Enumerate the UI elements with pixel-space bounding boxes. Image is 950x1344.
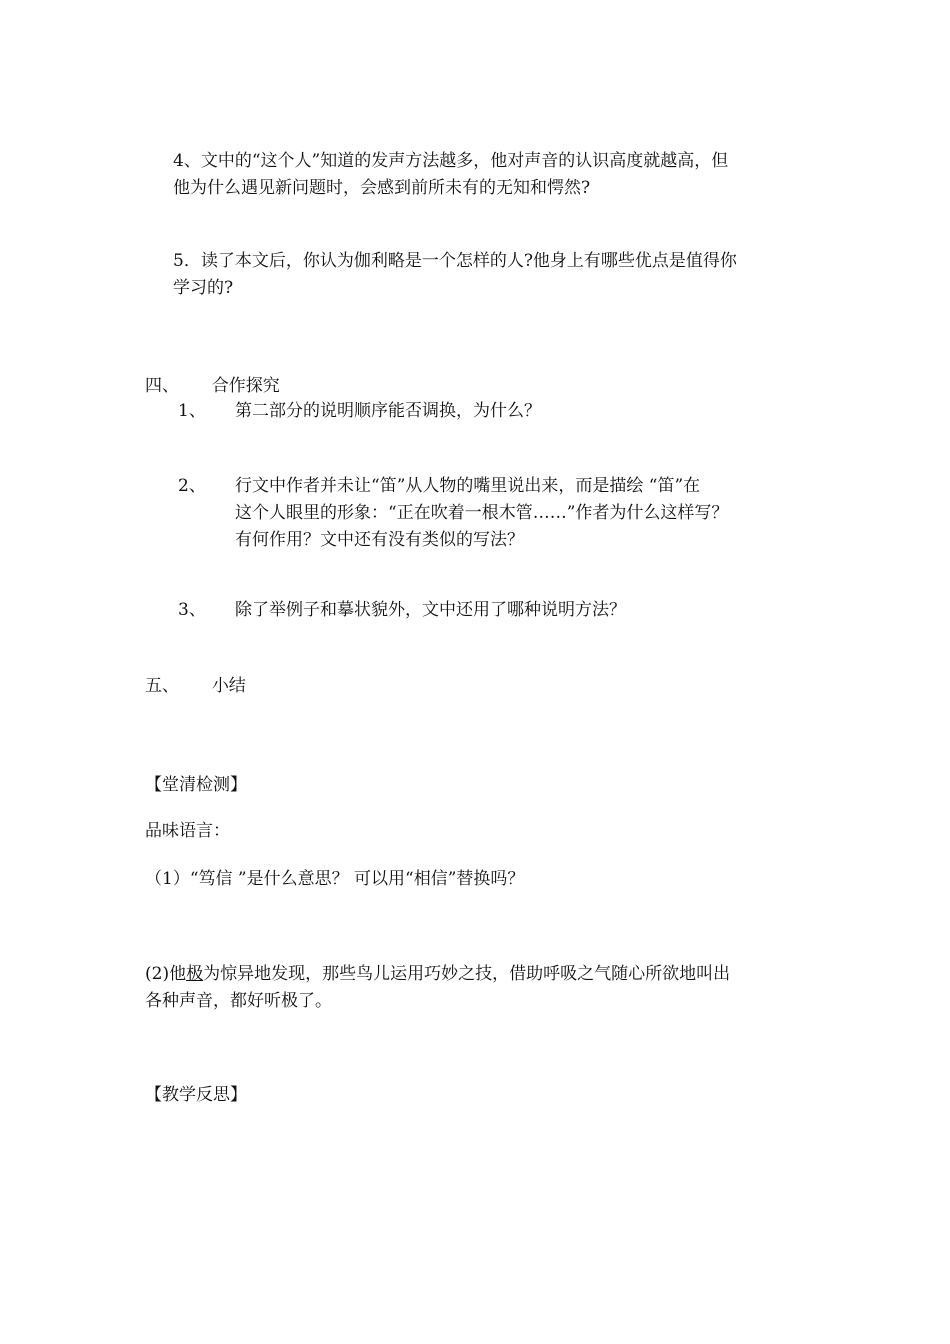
reflection-heading: 【教学反思】 [145, 1085, 247, 1105]
q2-rest: 为惊异地发现，那些鸟儿运用巧妙之技，借助呼吸之气随心所欲地叫出 [203, 964, 731, 984]
question-4 [173, 148, 728, 202]
check-intro: 品味语言： [145, 821, 230, 841]
section-4-item-1 [178, 398, 541, 425]
section-4-number: 四、 [145, 376, 179, 396]
q2-underlined-word: 极 [186, 964, 204, 984]
section-4-item-3 [178, 597, 626, 624]
section-5-title: 小结 [211, 676, 246, 696]
check-question-2-line-1 [145, 961, 730, 988]
q2-prefix: (2)他 [145, 964, 187, 984]
item-3-line-1: 除了举例子和摹状貌外，文中还用了哪种说明方法？ [235, 600, 626, 620]
item-1-line-1: 第二部分的说明顺序能否调换，为什么？ [235, 401, 541, 421]
section-4-title: 合作探究 [211, 376, 280, 396]
item-3-number: 3、 [178, 600, 206, 620]
item-2-line-1: 行文中作者并未让“笛”从人物的嘴里说出来，而是描绘 “笛”在 [235, 476, 701, 496]
check-heading: 【堂清检测】 [145, 775, 247, 795]
item-1-number: 1、 [178, 401, 206, 421]
section-4-item-2 [178, 473, 728, 554]
item-2-line-3: 有何作用？文中还有没有类似的写法？ [235, 530, 524, 550]
check-question-1: （1）“笃信 ”是什么意思？ 可以用“相信”替换吗？ [145, 869, 525, 889]
section-5-heading [145, 673, 246, 700]
check-question-2-line-2: 各种声音，都好听极了。 [145, 991, 332, 1011]
question-4-line-2: 他为什么遇见新问题时，会感到前所未有的无知和愕然? [173, 178, 591, 198]
question-5-line-2: 学习的? [173, 278, 234, 298]
question-5-line-1: 5．读了本文后，你认为伽利略是一个怎样的人?他身上有哪些优点是值得你 [173, 251, 737, 271]
check-question-2 [145, 961, 730, 1015]
item-2-line-2: 这个人眼里的形象：“正在吹着一根木管……”作者为什么这样写？ [235, 503, 729, 523]
section-4-heading [145, 373, 280, 400]
question-4-line-1: 4、文中的“这个人”知道的发声方法越多，他对声音的认识高度就越高，但 [173, 151, 729, 171]
section-5-number: 五、 [145, 676, 179, 696]
question-5 [173, 248, 737, 302]
item-2-number: 2、 [178, 476, 206, 496]
